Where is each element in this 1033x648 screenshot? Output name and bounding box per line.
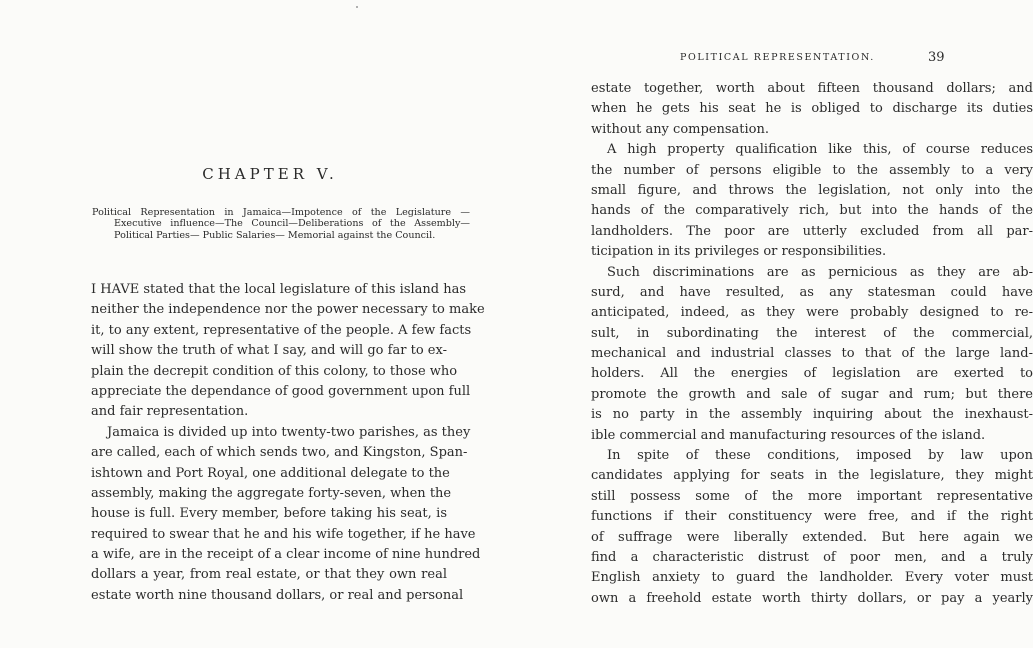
text-line: are called, each of which sends two, and Kingston, Span-: [91, 445, 468, 461]
text-line: sult, in subordinating the interest of the commercial,: [591, 325, 1033, 341]
text-line: is no party in the assembly inquiring about the inexhaust-: [591, 407, 1033, 423]
running-head: POLITICAL REPRESENTATION.: [680, 52, 875, 63]
text-line: still possess some of the more important representative: [591, 488, 1033, 504]
text-line: of suffrage were liberally extended. But here again we: [591, 529, 1033, 545]
text-line: hands of the comparatively rich, but into the hands of the: [591, 203, 1033, 219]
text-line: estate worth nine thousand dollars, or real and personal: [91, 587, 464, 603]
text-line: neither the independence nor the power necessary to make: [91, 302, 485, 318]
text-line: surd, and have resulted, as any statesman could have: [591, 284, 1033, 300]
text-line: estate together, worth about fifteen thousand dollars; and: [591, 81, 1033, 96]
text-line: mechanical and industrial classes to that of the large land-: [591, 346, 1033, 362]
text-line: landholders. The poor are utterly excluded from all par-: [591, 223, 1033, 239]
text-line: plain the decrepit condition of this colony, to those who: [91, 363, 458, 379]
text-line: ible commercial and manufacturing resources of the island.: [591, 427, 986, 443]
text-line: ticipation in its privileges or responsibilities.: [591, 244, 887, 260]
page-number: 39: [928, 50, 945, 65]
text-line: functions if their constituency were free, and if the right: [591, 509, 1033, 525]
left-page: [0, 0, 490, 648]
text-line: and fair representation.: [91, 404, 249, 420]
text-line: find a characteristic distrust of poor men, and a truly: [591, 549, 1033, 565]
text-line: when he gets his seat he is obliged to discharge its duties: [591, 101, 1033, 117]
text-line: Such discriminations are as pernicious as they are ab-: [607, 264, 1033, 280]
text-line: the number of persons eligible to the assembly to a very: [591, 162, 1033, 178]
text-line: without any compensation.: [591, 121, 769, 137]
text-line: a wife, are in the receipt of a clear income of nine hundred: [91, 547, 481, 563]
left-body-text: [91, 280, 485, 606]
text-line: English anxiety to guard the landholder. Every voter must: [591, 570, 1033, 586]
text-line: holders. All the energies of legislation are exerted to: [591, 366, 1033, 382]
text-line: own a freehold estate worth thirty dollars, or pay a yearly: [591, 590, 1033, 606]
text-line: house is full. Every member, before taking his seat, is: [91, 506, 447, 522]
chapter-title: CHAPTER V.: [202, 165, 338, 183]
text-line: will show the truth of what I say, and will go far to ex-: [91, 343, 447, 359]
text-line: In spite of these conditions, imposed by law upon: [607, 448, 1033, 464]
text-line: required to swear that he and his wife together, if he have: [91, 526, 476, 542]
text-line: dollars a year, from real estate, or that they own real: [91, 567, 447, 583]
text-line: candidates applying for seats in the legislature, they might: [591, 468, 1033, 484]
right-page: [490, 0, 1033, 648]
text-line: promote the growth and sale of sugar and rum; but there: [591, 386, 1033, 402]
text-line: anticipated, indeed, as they were probably designed to re-: [591, 305, 1033, 321]
text-line: it, to any extent, representative of the people. A few facts: [91, 322, 472, 338]
text-line: A high property qualification like this, of course reduces: [607, 142, 1033, 158]
right-body-text: [591, 79, 1033, 609]
chapter-summary: Political Representation in Jamaica—Impotence of the Legislature —Executive influence—The Council—Deliberations of the Assembly—Political Parties— Public Salaries— Memorial against the Council.: [92, 207, 470, 241]
text-line: small figure, and throws the legislation, not only into the: [591, 182, 1033, 198]
text-line: Jamaica is divided up into twenty-two parishes, as they: [107, 424, 471, 440]
text-line: appreciate the dependance of good government upon full: [91, 383, 471, 399]
text-line: ishtown and Port Royal, one additional delegate to the: [91, 465, 450, 481]
text-line: I HAVE stated that the local legislature of this island has: [91, 282, 467, 297]
text-line: assembly, making the aggregate forty-seven, when the: [91, 485, 452, 501]
